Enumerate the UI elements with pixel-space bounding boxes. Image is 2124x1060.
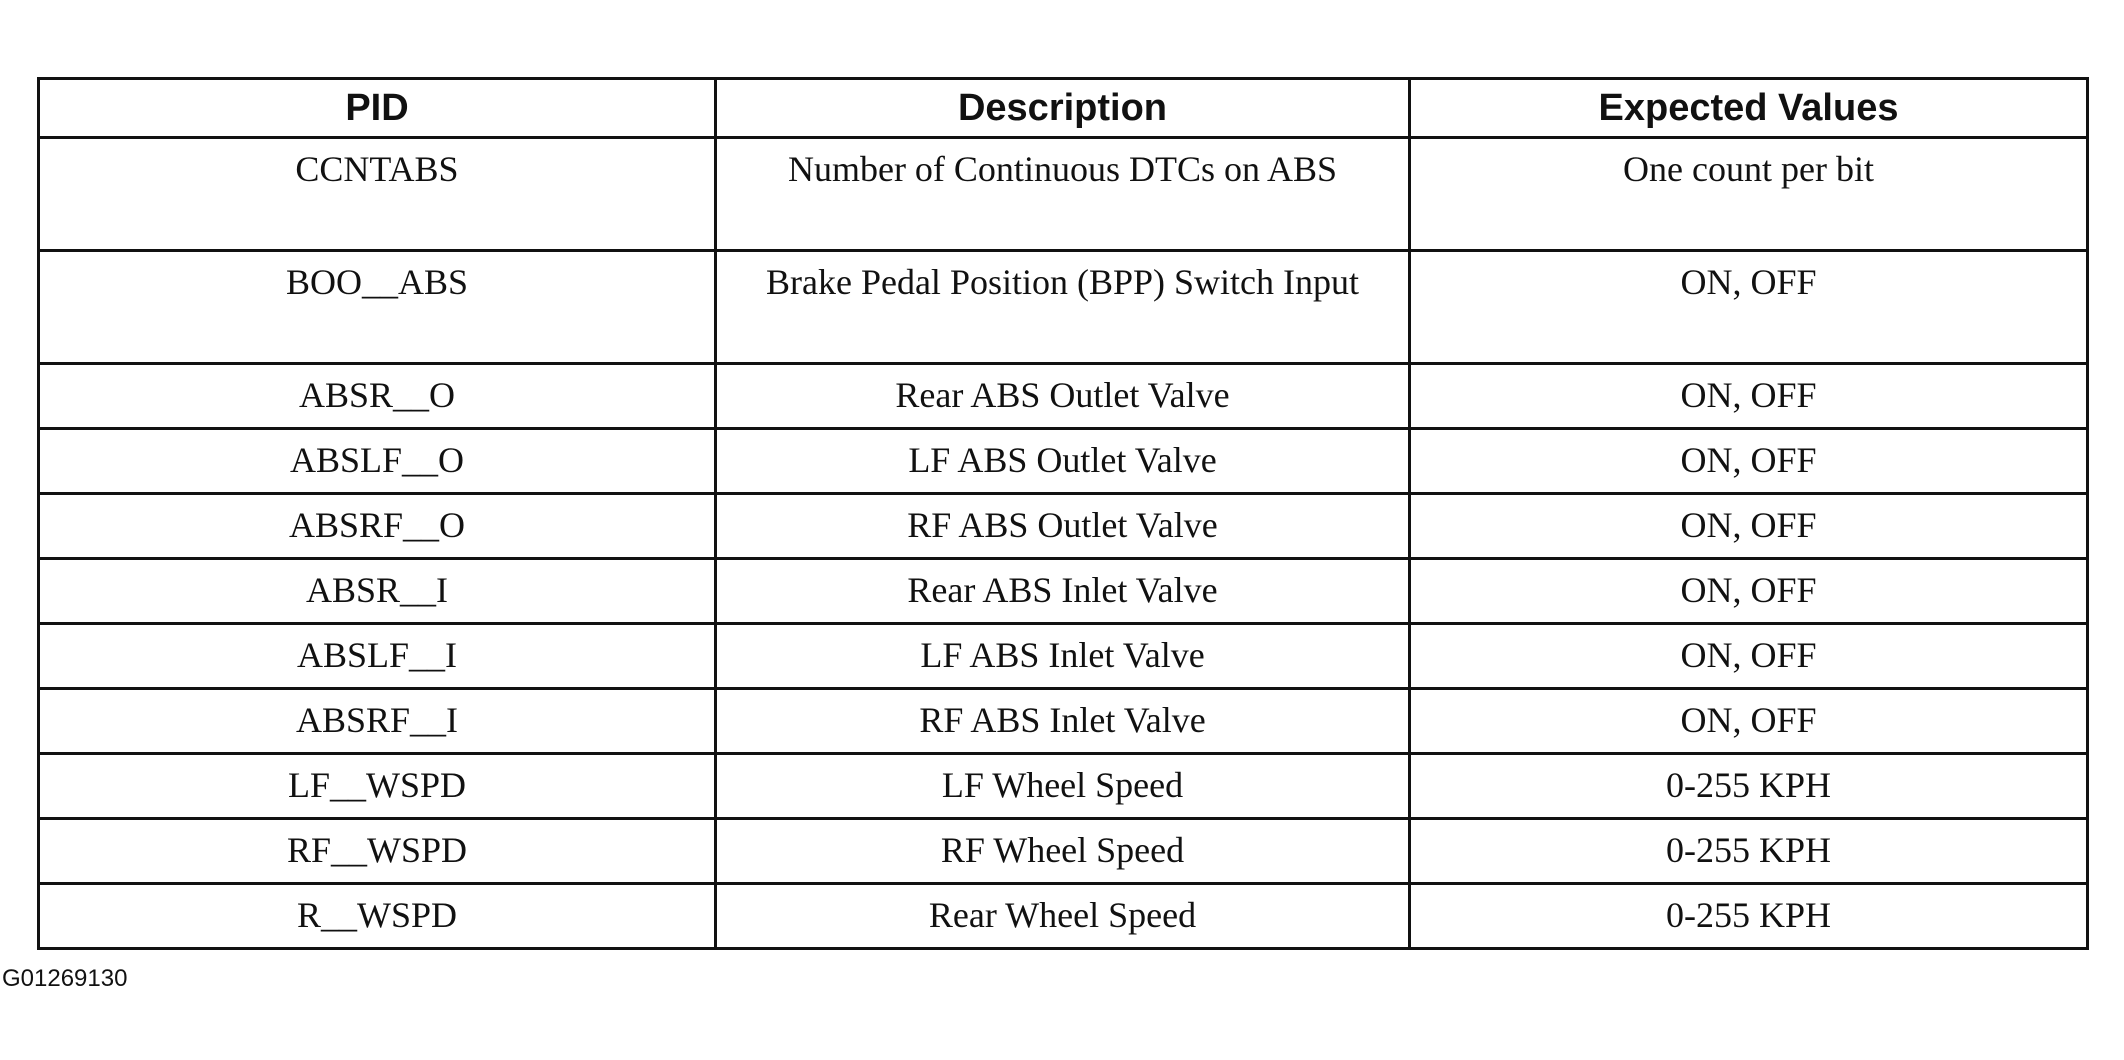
cell-pid: LF__WSPD xyxy=(39,754,716,819)
cell-expected-values: ON, OFF xyxy=(1410,559,2088,624)
cell-description: LF ABS Outlet Valve xyxy=(716,429,1410,494)
table-row xyxy=(39,429,2088,494)
header-expected-values: Expected Values xyxy=(1410,79,2088,138)
cell-description: RF Wheel Speed xyxy=(716,819,1410,884)
cell-expected-values: ON, OFF xyxy=(1410,689,2088,754)
table-row xyxy=(39,138,2088,251)
header-pid: PID xyxy=(39,79,716,138)
cell-description: LF ABS Inlet Valve xyxy=(716,624,1410,689)
table-row xyxy=(39,819,2088,884)
table-row xyxy=(39,884,2088,949)
cell-description: Rear ABS Inlet Valve xyxy=(716,559,1410,624)
cell-expected-values: ON, OFF xyxy=(1410,364,2088,429)
header-row xyxy=(39,79,2088,138)
cell-pid: R__WSPD xyxy=(39,884,716,949)
cell-expected-values: ON, OFF xyxy=(1410,251,2088,364)
cell-pid: RF__WSPD xyxy=(39,819,716,884)
header-description: Description xyxy=(716,79,1410,138)
cell-expected-values: 0-255 KPH xyxy=(1410,819,2088,884)
pid-table-container xyxy=(37,77,2086,950)
cell-pid: ABSLF__O xyxy=(39,429,716,494)
table-row xyxy=(39,689,2088,754)
table-row xyxy=(39,251,2088,364)
pid-table xyxy=(37,77,2089,950)
table-body xyxy=(39,138,2088,949)
cell-expected-values: ON, OFF xyxy=(1410,494,2088,559)
table-row xyxy=(39,364,2088,429)
table-header xyxy=(39,79,2088,138)
cell-description: RF ABS Inlet Valve xyxy=(716,689,1410,754)
table-row xyxy=(39,754,2088,819)
cell-pid: ABSR__I xyxy=(39,559,716,624)
cell-expected-values: ON, OFF xyxy=(1410,429,2088,494)
cell-expected-values: 0-255 KPH xyxy=(1410,884,2088,949)
cell-pid: CCNTABS xyxy=(39,138,716,251)
cell-description: Rear ABS Outlet Valve xyxy=(716,364,1410,429)
cell-pid: ABSR__O xyxy=(39,364,716,429)
table-row xyxy=(39,494,2088,559)
cell-expected-values: ON, OFF xyxy=(1410,624,2088,689)
cell-expected-values: 0-255 KPH xyxy=(1410,754,2088,819)
table-row xyxy=(39,559,2088,624)
cell-pid: ABSRF__I xyxy=(39,689,716,754)
figure-id: G01269130 xyxy=(2,965,128,992)
cell-description: LF Wheel Speed xyxy=(716,754,1410,819)
table-row xyxy=(39,624,2088,689)
cell-description: RF ABS Outlet Valve xyxy=(716,494,1410,559)
cell-expected-values: One count per bit xyxy=(1410,138,2088,251)
cell-description: Brake Pedal Position (BPP) Switch Input xyxy=(716,251,1410,364)
cell-pid: BOO__ABS xyxy=(39,251,716,364)
cell-pid: ABSLF__I xyxy=(39,624,716,689)
cell-description: Rear Wheel Speed xyxy=(716,884,1410,949)
cell-description: Number of Continuous DTCs on ABS xyxy=(716,138,1410,251)
cell-pid: ABSRF__O xyxy=(39,494,716,559)
